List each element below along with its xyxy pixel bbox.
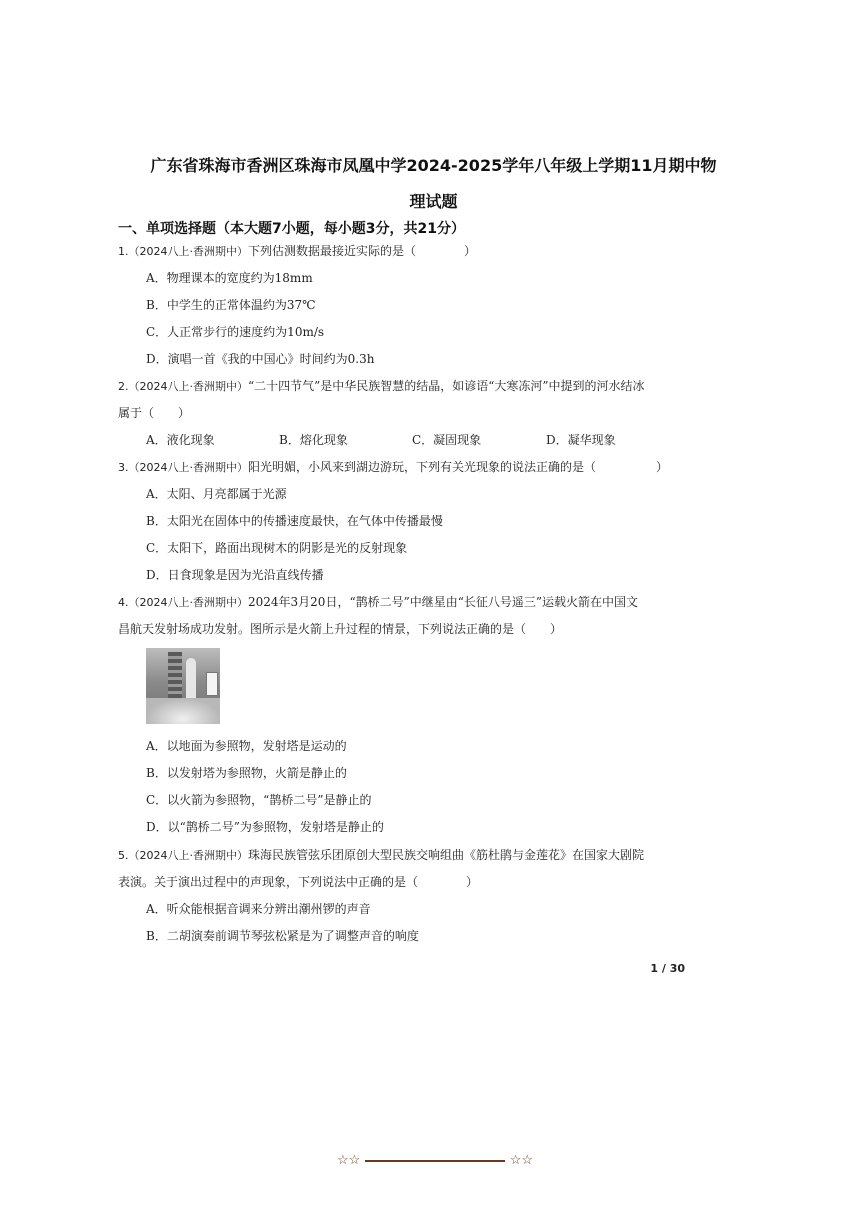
- question-4: [118, 593, 638, 610]
- question-1-option-b: B．中学生的正常体温约为37℃: [146, 298, 316, 312]
- question-2-option-c: C．凝固现象: [412, 433, 482, 447]
- question-5-option-b: B．二胡演奏前调节琴弦松紧是为了调整声音的响度: [146, 929, 419, 943]
- question-1-option-d: D．演唱一首《我的中国心》时间约为0.3h: [146, 352, 375, 366]
- question-2-text-continued: 属于（ ）: [118, 406, 191, 420]
- question-4-option-a: A．以地面为参照物，发射塔是运动的: [146, 739, 347, 753]
- rocket-label-graphic: [206, 672, 218, 696]
- rocket-launch-photo: [146, 648, 220, 724]
- footer-rule: [365, 1160, 505, 1162]
- question-text: 下列估测数据最接近实际的是（ ）: [248, 244, 477, 258]
- question-1-option-a: A．物理课本的宽度约为18mm: [146, 271, 313, 285]
- question-2-option-d: D．凝华现象: [546, 433, 616, 447]
- question-text: 2024年3月20日，“鹊桥二号”中继星由“长征八号遥三”运载火箭在中国文: [248, 595, 638, 609]
- question-3-option-d: D．日食现象是因为光沿直线传播: [146, 568, 324, 582]
- question-2: [118, 377, 645, 394]
- star-icon: ☆☆: [337, 1153, 361, 1168]
- question-source: 1.（2024八上·香洲期中）: [118, 245, 248, 258]
- question-3: [118, 458, 668, 475]
- question-3-option-b: B．太阳光在固体中的传播速度最快，在气体中传播最慢: [146, 514, 443, 528]
- document-title-line-1: 广东省珠海市香洲区珠海市凤凰中学2024-2025学年八年级上学期11月期中物: [150, 156, 717, 175]
- question-text: 珠海民族管弦乐团原创大型民族交响组曲《筋杜鹃与金莲花》在国家大剧院: [248, 848, 645, 862]
- question-4-option-b: B．以发射塔为参照物，火箭是静止的: [146, 766, 347, 780]
- star-icon: ☆☆: [509, 1153, 533, 1168]
- question-3-option-c: C．太阳下，路面出现树木的阴影是光的反射现象: [146, 541, 408, 555]
- question-5-text-continued: 表演。关于演出过程中的声现象，下列说法中正确的是（ ）: [118, 875, 479, 889]
- question-source: 2.（2024八上·香洲期中）: [118, 380, 248, 393]
- question-text: “二十四节气”是中华民族智慧的结晶，如谚语“大寒冻河”中提到的河水结冰: [248, 379, 645, 393]
- question-4-option-c: C．以火箭为参照物，“鹊桥二号”是静止的: [146, 793, 372, 807]
- question-text: 阳光明媚，小风来到湖边游玩，下列有关光现象的说法正确的是（ ）: [248, 460, 669, 474]
- question-4-option-d: D．以“鹊桥二号”为参照物，发射塔是静止的: [146, 820, 384, 834]
- question-5-option-a: A．听众能根据音调来分辨出潮州锣的声音: [146, 902, 371, 916]
- page-number: 1 / 30: [650, 962, 685, 975]
- question-5: [118, 846, 644, 863]
- question-source: 4.（2024八上·香洲期中）: [118, 596, 248, 609]
- document-title-line-2: 理试题: [409, 192, 458, 211]
- question-1: [118, 242, 476, 259]
- section-heading: 一、单项选择题（本大题7小题，每小题3分，共21分）: [118, 221, 465, 237]
- question-4-text-continued: 昌航天发射场成功发射。图所示是火箭上升过程的情景，下列说法正确的是（ ）: [118, 622, 563, 636]
- question-2-option-a: A．液化现象: [146, 433, 215, 447]
- question-2-option-b: B．熔化现象: [279, 433, 348, 447]
- launch-smoke-graphic: [146, 698, 220, 724]
- question-source: 3.（2024八上·香洲期中）: [118, 461, 248, 474]
- question-3-option-a: A．太阳、月亮都属于光源: [146, 487, 287, 501]
- question-source: 5.（2024八上·香洲期中）: [118, 849, 248, 862]
- footer-ornament: [337, 1153, 533, 1169]
- question-1-option-c: C．人正常步行的速度约为10m/s: [146, 325, 325, 339]
